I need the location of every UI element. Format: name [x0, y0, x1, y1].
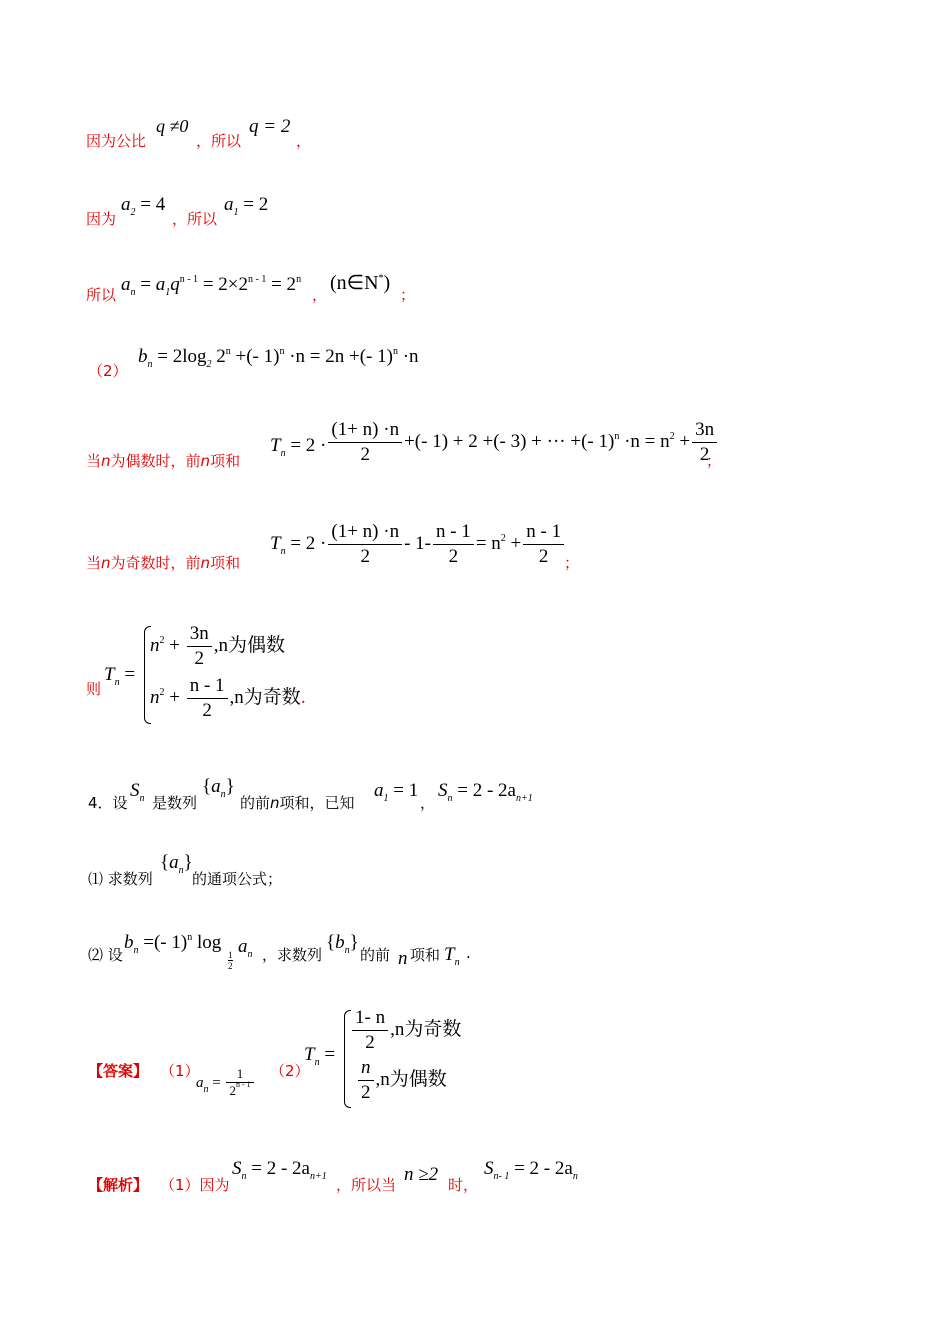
text: ，所以当	[336, 1176, 397, 1194]
text: 4．设	[88, 794, 128, 812]
text: ，所以	[172, 210, 218, 228]
math: $n^2$ + $\frac{n - 1}{2}$ ,n为奇数.	[150, 675, 306, 721]
math: $T_n = 2$ · $\frac{(1+ n) \cdot n}{2}$ +(- 1) + 2 +(- 3) + ··· +(- $1)^n \cdot n = n^2$ + $\frac{3n}{2}$	[270, 418, 719, 467]
text: ⑴ 求数列	[88, 870, 153, 888]
text: ，	[296, 132, 312, 150]
math: $a_n = a_1q^{n - 1} = 2\times 2^{n - 1} = 2^n$	[121, 274, 302, 298]
text: ；	[400, 286, 416, 304]
answer-label: 【答案】	[88, 1062, 149, 1080]
math: $a_1 = 1$	[374, 780, 419, 804]
text: （1）	[160, 1062, 200, 1080]
text: 的前	[360, 946, 391, 964]
math: n ≥2	[404, 1164, 439, 1185]
text: .	[466, 944, 471, 962]
math: $S_{n- 1} = 2 - 2a_n$	[484, 1158, 578, 1182]
math: $\{b_n\}$	[326, 932, 359, 956]
text: 当n为偶数时，前n项和	[86, 452, 241, 470]
text: ；	[706, 452, 722, 470]
text: ，求数列	[262, 946, 323, 964]
text: 因为公比	[86, 132, 147, 150]
text: 所以	[86, 286, 117, 304]
log-base-fraction: 1 2	[228, 950, 233, 971]
text: 项和	[410, 946, 441, 964]
math: (n∈N*)	[330, 272, 391, 294]
text: 的前n项和，已知	[240, 794, 355, 812]
text: 则	[86, 680, 102, 698]
math: $b_n = 2\log_2$ 2$^n$ +(- 1)$^n$ ·n = 2n +(- 1)$^n$ ·n	[138, 346, 419, 370]
math: $a_2 = 4$	[121, 194, 166, 218]
math: n	[398, 948, 408, 969]
math: $T_n$ =	[104, 664, 136, 688]
text: ，	[420, 794, 436, 812]
math: $a_n$ = $\frac{1}{2^{n - 1}}$	[196, 1066, 256, 1101]
math: $T_n = 2$ · $\frac{(1+ n) \cdot n}{2}$ - 1- $\frac{n - 1}{2}$ = $n^2$ + $\frac{n - 1}{2}$	[270, 520, 566, 569]
math: $S_n = 2 - 2a_{n+1}$	[232, 1158, 327, 1182]
text: ⑵ 设	[88, 946, 123, 964]
math: $T_n$ =	[304, 1044, 336, 1068]
text: 因为	[86, 210, 117, 228]
text: 当n为奇数时，前n项和	[86, 554, 241, 572]
text: 时，	[448, 1176, 479, 1194]
math: q = 2	[249, 116, 291, 137]
text: ；	[564, 554, 580, 572]
text: ，	[312, 286, 328, 304]
math: $\{a_n\}$	[202, 776, 235, 800]
math: $S_n = 2 - 2a_{n+1}$	[438, 780, 533, 804]
solution-label: 【解析】	[88, 1176, 149, 1194]
text: （2）	[270, 1062, 310, 1080]
math: $S_n$	[130, 780, 145, 804]
text: （1）因为	[160, 1176, 230, 1194]
math: $\frac{n}{2}$ ,n为偶数	[356, 1056, 447, 1105]
math: $a_n$	[238, 936, 253, 960]
text: 的通项公式；	[192, 870, 283, 888]
math: $T_n$	[444, 944, 460, 968]
text: 是数列	[152, 794, 198, 812]
math: $n^2$ + $\frac{3n}{2}$ ,n为偶数	[150, 623, 285, 669]
text: （2）	[88, 362, 128, 380]
math: $b_n$ =(- 1)$^n$ log	[124, 932, 222, 956]
math: $\frac{1- n}{2}$ ,n为奇数	[350, 1006, 461, 1055]
math: $a_1 = 2$	[224, 194, 269, 218]
math: q ≠0	[156, 116, 189, 136]
text: ，所以	[196, 132, 242, 150]
math: $\{a_n\}$	[160, 852, 193, 876]
